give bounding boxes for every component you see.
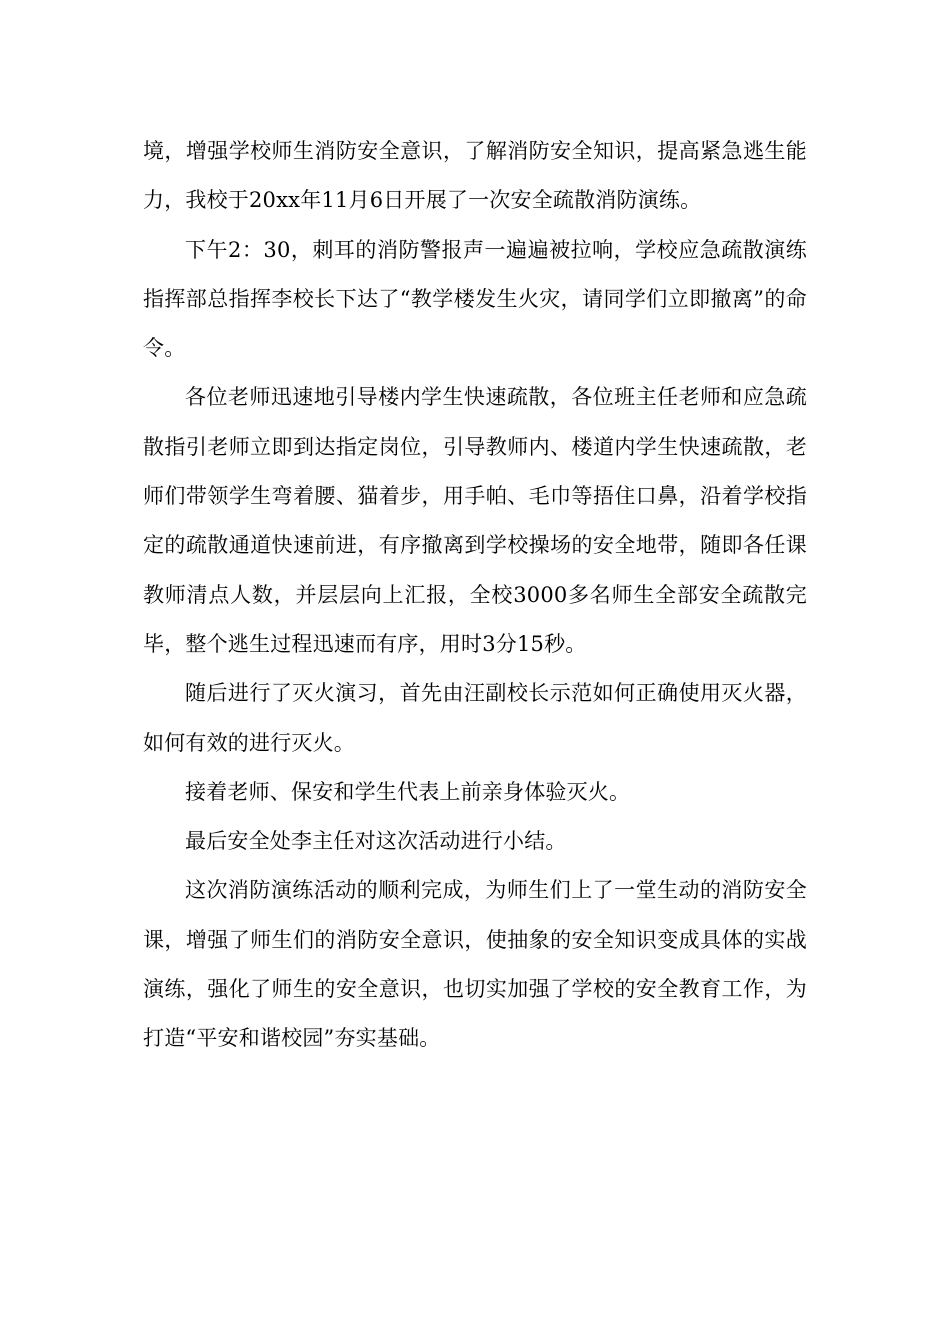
paragraph-1: 境，增强学校师生消防安全意识，了解消防安全知识，提高紧急逃生能力，我校于20xx年11月6日开展了一次安全疏散消防演练。 [143, 139, 807, 213]
paragraph-3: 各位老师迅速地引导楼内学生快速疏散，各位班主任老师和应急疏散指引老师立即到达指定岗位，引导教师内、楼道内学生快速疏散，老师们带领学生弯着腰、猫着步，用手帕、毛巾等捂住口鼻，沿着学校指定的疏散通道快速前进，有序撤离到学校操场的安全地带，随即各任课教师清点人数，并层层向上汇报，全校3000多名师生全部安全疏散完毕，整个逃生过程迅速而有序，用时3分15秒。 [143, 385, 807, 656]
document-body [143, 127, 807, 1064]
paragraph-4: 随后进行了灭火演习，首先由汪副校长示范如何正确使用灭火器，如何有效的进行灭火。 [143, 681, 807, 755]
paragraph-6: 最后安全处李主任对这次活动进行小结。 [185, 829, 567, 854]
paragraph-5: 接着老师、保安和学生代表上前亲身体验灭火。 [185, 779, 631, 804]
paragraph-2: 下午2：30，刺耳的消防警报声一遍遍被拉响，学校应急疏散演练指挥部总指挥李校长下达了“教学楼发生火灾，请同学们立即撤离”的命令。 [143, 237, 807, 361]
paragraph-7: 这次消防演练活动的顺利完成，为师生们上了一堂生动的消防安全课，增强了师生们的消防安全意识，使抽象的安全知识变成具体的实战演练，强化了师生的安全意识，也切实加强了学校的安全教育工作，为打造“平安和谐校园”夯实基础。 [143, 878, 807, 1051]
